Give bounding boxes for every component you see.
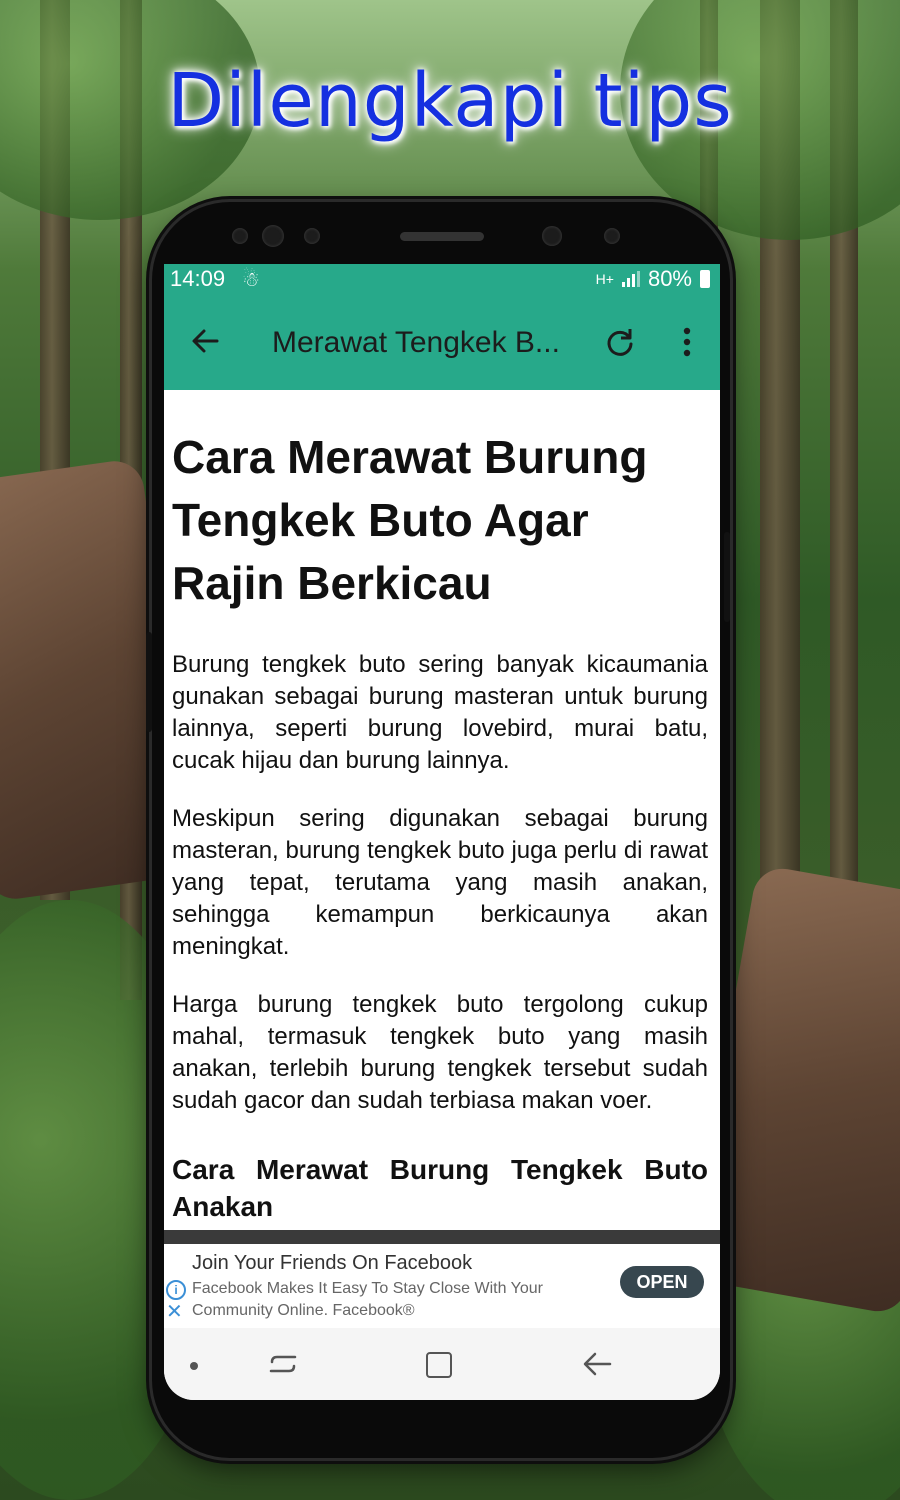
ad-divider — [164, 1230, 720, 1244]
article-paragraph: Burung tengkek buto sering banyak kicaumania gunakan sebagai burung masteran untuk burung lainnya, seperti burung lovebird, murai batu, cucak hijau dan burung lainnya. — [172, 651, 708, 774]
sensor-icon — [304, 228, 320, 244]
home-icon[interactable] — [426, 1352, 452, 1378]
ad-banner[interactable] — [164, 1244, 720, 1328]
ad-description: Facebook Makes It Easy To Stay Close With Your Community Online. Facebook® — [192, 1280, 543, 1319]
phone-frame — [152, 202, 730, 1458]
article-paragraph: Meskipun sering digunakan sebagai burung masteran, burung tengkek buto juga perlu di rawat yang tepat, terutama yang masih anakan, sehingga kemampun berkicaunya akan meningkat. — [172, 805, 708, 960]
back-icon[interactable] — [582, 1350, 612, 1378]
power-button — [724, 532, 730, 622]
phone-screen — [164, 264, 720, 1400]
toolbar-title: Merawat Tengkek B... — [272, 326, 560, 359]
article-subheading: Cara Merawat Burung Tengkek Buto Anakan — [172, 1154, 708, 1222]
info-icon[interactable]: i — [166, 1280, 186, 1300]
battery-level: 80% — [647, 266, 692, 291]
article-paragraph: Harga burung tengkek buto tergolong cukup mahal, termasuk tengkek buto yang masih anakan, terlebih burung tengkek tersebut sudah sudah gacor dan sudah terbiasa makan voer. — [172, 991, 708, 1114]
network-type: H+ — [595, 271, 614, 287]
battery-icon — [700, 270, 710, 288]
more-vert-icon[interactable] — [672, 326, 702, 358]
refresh-icon[interactable] — [604, 326, 636, 358]
recents-icon[interactable] — [268, 1352, 298, 1376]
phone-bezel-top — [152, 202, 730, 264]
promo-headline: Dilengkapi tips — [167, 58, 733, 144]
sensor-icon — [604, 228, 620, 244]
app-toolbar — [164, 296, 720, 390]
front-camera-icon — [262, 225, 284, 247]
status-bar — [164, 264, 720, 296]
earpiece-speaker — [400, 232, 484, 241]
notification-icon: ☃ — [242, 269, 260, 291]
ad-title[interactable]: Join Your Friends On Facebook — [192, 1252, 473, 1274]
navigation-bar — [164, 1328, 720, 1400]
arrow-left-icon[interactable] — [190, 326, 220, 356]
camera-icon — [542, 226, 562, 246]
article-title: Cara Merawat Burung Tengkek Buto Agar Rajin Berkicau — [172, 431, 648, 609]
status-time: 14:09 — [170, 266, 226, 291]
volume-button — [146, 632, 152, 732]
signal-icon — [622, 271, 640, 287]
open-button[interactable]: OPEN — [620, 1266, 704, 1298]
sensor-icon — [232, 228, 248, 244]
close-icon[interactable]: ✕ — [166, 1301, 183, 1323]
article-content — [164, 390, 720, 1225]
dot-icon[interactable] — [190, 1362, 198, 1370]
